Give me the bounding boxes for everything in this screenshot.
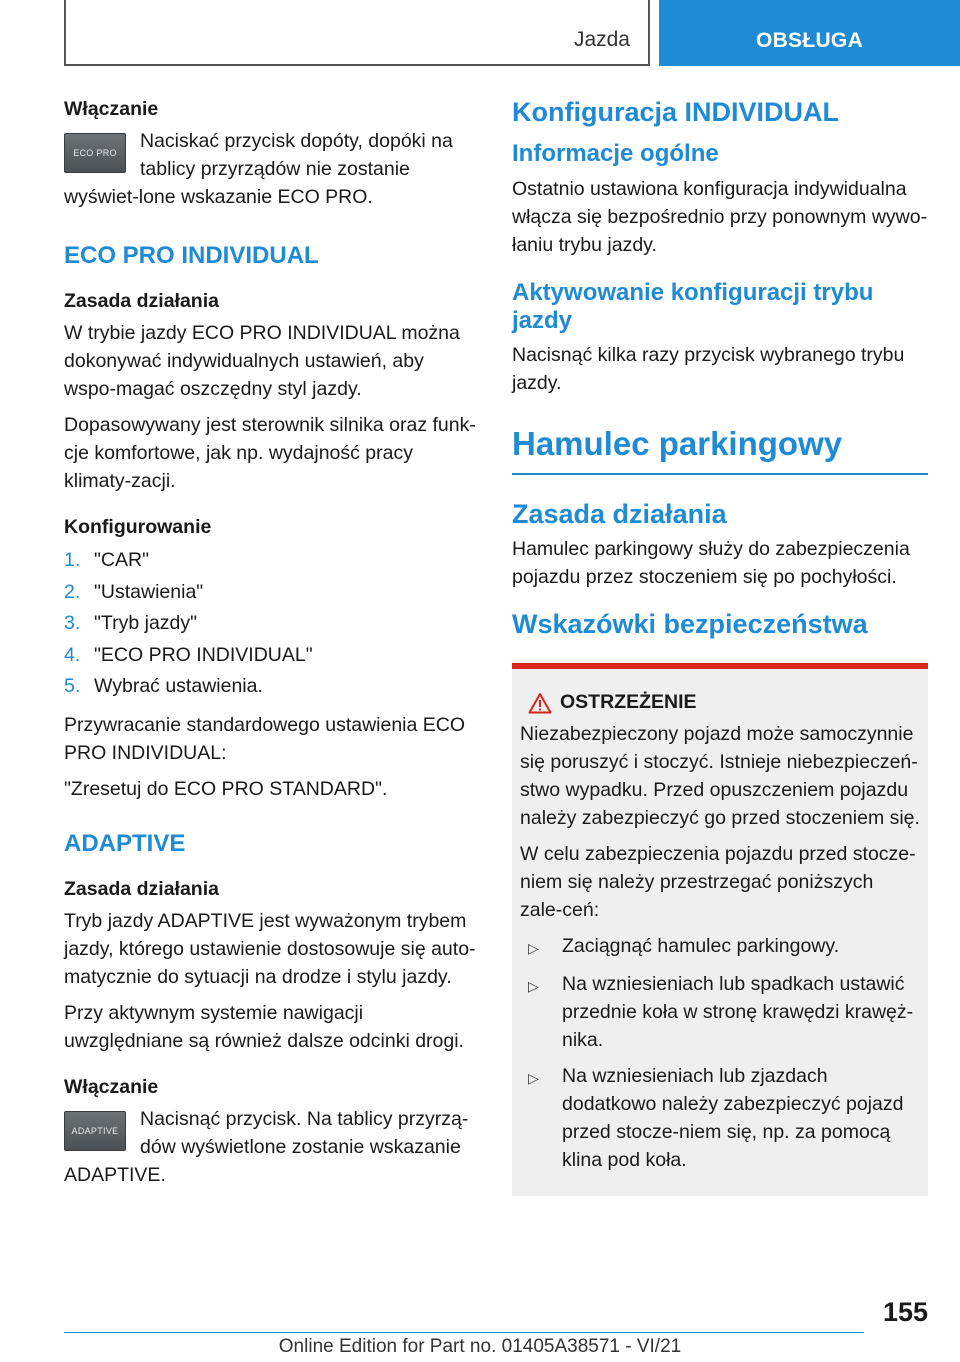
konfiguracja-heading: Konfiguracja INDIVIDUAL: [512, 97, 840, 127]
eco-pro-switch-block: [64, 127, 480, 219]
eco-pro-individual-heading: ECO PRO INDIVIDUAL: [64, 242, 319, 269]
zasada-text-1b: Dopasowywany jest sterownik silnika oraz funk-cje komfortowe, jak np. wydajność pracy klimaty-zacji.: [64, 414, 476, 492]
informacje-text: Ostatnio ustawiona konfiguracja indywidualna włącza się bezpośrednio przy ponownym wywo-łaniu trybu jazdy.: [512, 178, 928, 256]
triangle-right-icon: ▷: [528, 1070, 539, 1086]
triangle-right-icon: ▷: [528, 978, 539, 994]
list-item: ▷ Zaciągnąć hamulec parkingowy.: [528, 932, 920, 962]
eco-pro-button-label: ECO PRO: [73, 148, 117, 158]
zasada-heading-right: Zasada działania: [512, 499, 727, 529]
footer-edition: Online Edition for Part no. 01405A38571 - VI/21: [278, 1336, 682, 1357]
adaptive-switch-text: Nacisnąć przycisk. Na tablicy przyrzą-dów wyświetlone zostanie wskazanie ADAPTIVE.: [64, 1107, 469, 1186]
zasada-text-1a: W trybie jazdy ECO PRO INDIVIDUAL można dokonywać indywidualnych ustawień, aby wspo-magać oszczędny styl jazdy.: [64, 322, 460, 400]
warning-title: [520, 691, 920, 714]
zasada-text-2b: Przy aktywnym systemie nawigacji uwzględniane są również dalsze odcinki drogi.: [64, 1001, 464, 1052]
aktywowanie-heading: Aktywowanie konfiguracji trybu jazdy: [512, 279, 874, 334]
list-item: 5. Wybrać ustawienia.: [64, 675, 263, 697]
wlaczanie-title: Włączanie: [64, 98, 159, 120]
list-item: 3. "Tryb jazdy": [64, 612, 198, 634]
reset-text: Przywracanie standardowego ustawienia ECO PRO INDIVIDUAL:: [64, 713, 466, 764]
eco-pro-button-icon: [64, 133, 126, 173]
wlaczanie-title-2: Włączanie: [64, 1075, 159, 1098]
header-chapter-tab: OBSŁUGA: [659, 0, 960, 66]
list-item: 1. "CAR": [64, 549, 150, 571]
list-item: ▷ Na wzniesieniach lub zjazdach dodatkowo należy zabezpieczyć pojazd przed stocze-niem się, np. za pomocą klina pod koła.: [528, 1062, 920, 1174]
konfigurowanie-title: Konfigurowanie: [64, 516, 212, 538]
warning-text-2: W celu zabezpieczenia pojazdu przed stocze-niem się należy przestrzegać poniższych zale-ceń:: [520, 843, 916, 921]
warning-bullets: [528, 932, 920, 1174]
list-item: 4. "ECO PRO INDIVIDUAL": [64, 643, 313, 666]
aktywowanie-text: Nacisnąć kilka razy przycisk wybranego trybu jazdy.: [512, 344, 905, 394]
eco-pro-switch-text: Naciskać przycisk dopóty, dopóki na tablicy przyrządów nie zostanie wyświet-lone wskazanie ECO PRO.: [64, 130, 453, 208]
warning-box: [512, 663, 928, 1196]
adaptive-button-label: ADAPTIVE: [71, 1125, 119, 1136]
page-number: 155: [882, 1297, 928, 1327]
zasada-text-2a: Tryb jazdy ADAPTIVE jest wyważonym trybem jazdy, którego ustawienie dostosowuje się auto-matycznie do sytuacji na drodze i stylu jazdy.: [64, 909, 476, 988]
right-column: [512, 95, 928, 1196]
left-column: [64, 95, 480, 1197]
footer-rule: [64, 1332, 864, 1333]
konfigurowanie-steps: [64, 545, 480, 703]
hamulec-heading: Hamulec parkingowy: [512, 425, 843, 462]
reset-value: "Zresetuj do ECO PRO STANDARD".: [64, 777, 388, 800]
list-item: ▷ Na wzniesieniach lub spadkach ustawić przednie koła w stronę krawędzi krawęż-nika.: [528, 970, 920, 1054]
wskazowki-heading: Wskazówki bezpieczeństwa: [512, 609, 868, 639]
warning-title-text: OSTRZEŻENIE: [560, 691, 697, 713]
zasada-text-right: Hamulec parkingowy służy do zabezpieczenia pojazdu przez stoczeniem się po pochyłości.: [512, 538, 910, 588]
zasada-title-1: Zasada działania: [64, 290, 219, 312]
triangle-right-icon: ▷: [528, 940, 539, 956]
header-section-title: Jazda: [573, 28, 630, 51]
adaptive-heading: ADAPTIVE: [64, 829, 186, 857]
heading-rule: [512, 473, 928, 475]
list-item: 2. "Ustawienia": [64, 580, 204, 603]
informacje-heading: Informacje ogólne: [512, 140, 719, 167]
adaptive-switch-block: [64, 1105, 480, 1197]
header-frame: [64, 0, 650, 66]
warning-triangle-icon: [520, 692, 560, 714]
page-header: [0, 0, 960, 66]
zasada-title-2: Zasada działania: [64, 877, 219, 900]
adaptive-button-icon: [64, 1111, 126, 1151]
warning-text-1: Niezabezpieczony pojazd może samoczynnie się poruszyć i stoczyć. Istnieje niebezpieczeń-stwo wypadku. Przed opuszczeniem pojazdu należy zabezpieczyć go przed stoczeniem się.: [520, 723, 920, 829]
